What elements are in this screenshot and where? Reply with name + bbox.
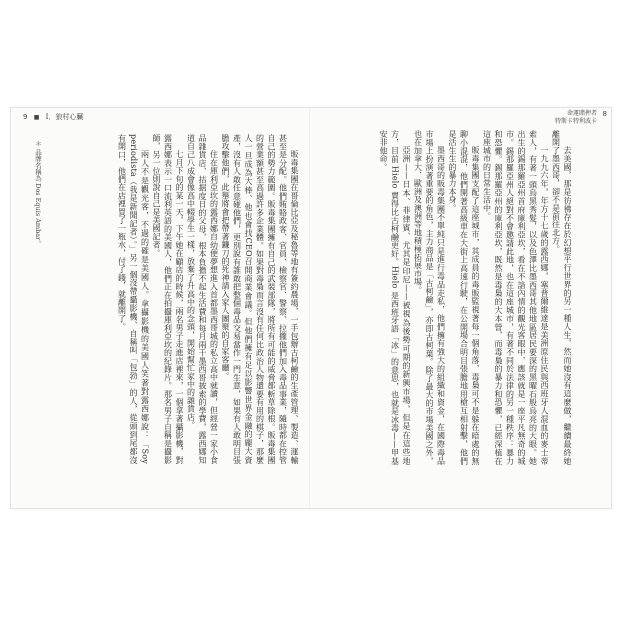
right-paragraph: 亞洲——日本、菲律賓、尤其是印尼——被視為後勢可期的新興市場，但是在這些地方，目前 Hielo 賣得比古柯鹼更好。Hielo 是西班牙語「冰」的意思，也就是冰毒——甲基安非他命。 (379, 130, 411, 465)
left-paragraph: 七月下旬的某一天，下午她在顧店的時候，兩名男子走進店裡來，一個拿著攝影機，對露西娜表示一口流利英語的美國人，他們正在拍攝庫利亞坎的紀錄片。那名男子自稱是攝影師，另一位則說自己是美國記者。 (152, 134, 184, 464)
right-page-body (318, 130, 573, 465)
left-page-header (23, 112, 83, 122)
header-bullet-icon: ■ (33, 114, 40, 121)
left-page-number: 9 (23, 113, 28, 121)
footnote: ＊ 品牌名稱為 Dos Equis Ambar。 (34, 140, 42, 247)
book-title: 命運賭押者 (566, 110, 597, 117)
right-page-number: 8 (602, 110, 607, 118)
left-paragraph: 兩人不是觀光客，不過的確是美國人。拿攝影機的美國人笑著對露西娜說：「Soy periodista（我是新聞記者）。」另一個沒帶攝影機、自稱叫「包勃」的人，從頭到尾都沒有開口，他們在店裡買了一瓶水，付了錢，就離開了。 (117, 134, 150, 464)
right-paragraph: 一九九六年，年方十七歲的露西娜，塞普爾維達是美洲原住民與西班牙人混血的麥士蒂索人，有著一頭烏黑秀髮，以及色澤比墨西哥其他地區居民要深的黑曜石般烏亮的大眼。她出生的錫那羅亞州首府庫利亞坎，看在不諳內情的觀光客眼中，應該就是一座平凡無奇的城市。錫那羅亞州人絕對不會邀請此地，也在這座城市，有著不同於法律的另一種秩序：暴力和恐懼。錫那羅亞州的庫利亞坎，既然是毒梟的大本營，而毒梟的暴力和恐懼，已經深植在這座城市的日常生活中。 (482, 130, 549, 465)
left-paragraph: 住在庫利亞坎的露西娜自幼便夢想進入首都墨西哥城的私立高中就讀，但經營一家小食品雜貨店、拮据度日的父母，根本負擔不起生活費和每月兩千墨西哥披索的學費，露西娜知道自己八成會像高中輟學生一樣，放棄了升高中的念頭，開始幫忙家中的雜貨店。 (186, 134, 219, 464)
right-paragraph: 去美國，那是彷彿存在於幻想平行世界的另一種人生，然而她沒有這麼做，繼續最終她離開了墨西哥，卻不是前往北方。 (551, 130, 572, 465)
chapter-title: 特斯卡特利波卡 (554, 118, 597, 125)
right-paragraph: 販毒集團支配了這座城市，其成員的毒販監視著每一個角落，毒梟可不是躲在暗處的無聊小混混，他們開著高級車在大街上高速行駛，在公開場合明目張膽地用槍互相射擊，他們是活生生的暴力本身。 (448, 130, 480, 465)
left-running-title: I．狼村心臟 (45, 113, 84, 121)
book-gutter (309, 107, 310, 507)
right-page-header (554, 110, 607, 126)
right-paragraph: 墨西哥的販毒集團不單純只是進行毒品走私，他們擁有強大的組織和資金，在國際毒品市場上扮演著重要的角色，主力商品是「古柯鹼」，亦即古柯葉。除了最大的市場美國之外，也在加拿大、歐洲及澳洲等地積極拓展市場。 (413, 130, 446, 465)
left-page-body (62, 134, 300, 464)
left-paragraph: 販毒集團在哥倫比亞及秘魯等地有簽約農場，一手包辦古柯鹼的生產管理、製造、運輸甚至是分配。他們賄賂政客、官員、檢察官、警察、拉攏他們加入毒品事業，隨時都在控管自己的勢力範圍。販毒集團擁有自己的武裝部隊，將所有可能的威脅都斬草除根。販毒集團的營業額甚至高過許多企業體。如果對毒梟而言沒有任何比政治人物還要有用的棋子，那麼人一旦成為大棒、他也會找CEO召開商業會議。但他們擁有足以影響世界金融的龐大資產，沒有人敢任意碰他們，更別說有誰敢把整個毒品交易當作一門生意，如果有人敢明目張膽攻擊他們，此舉將會把帶著鐮刀的死神請入家人團聚的自家客廳。 (221, 134, 299, 464)
